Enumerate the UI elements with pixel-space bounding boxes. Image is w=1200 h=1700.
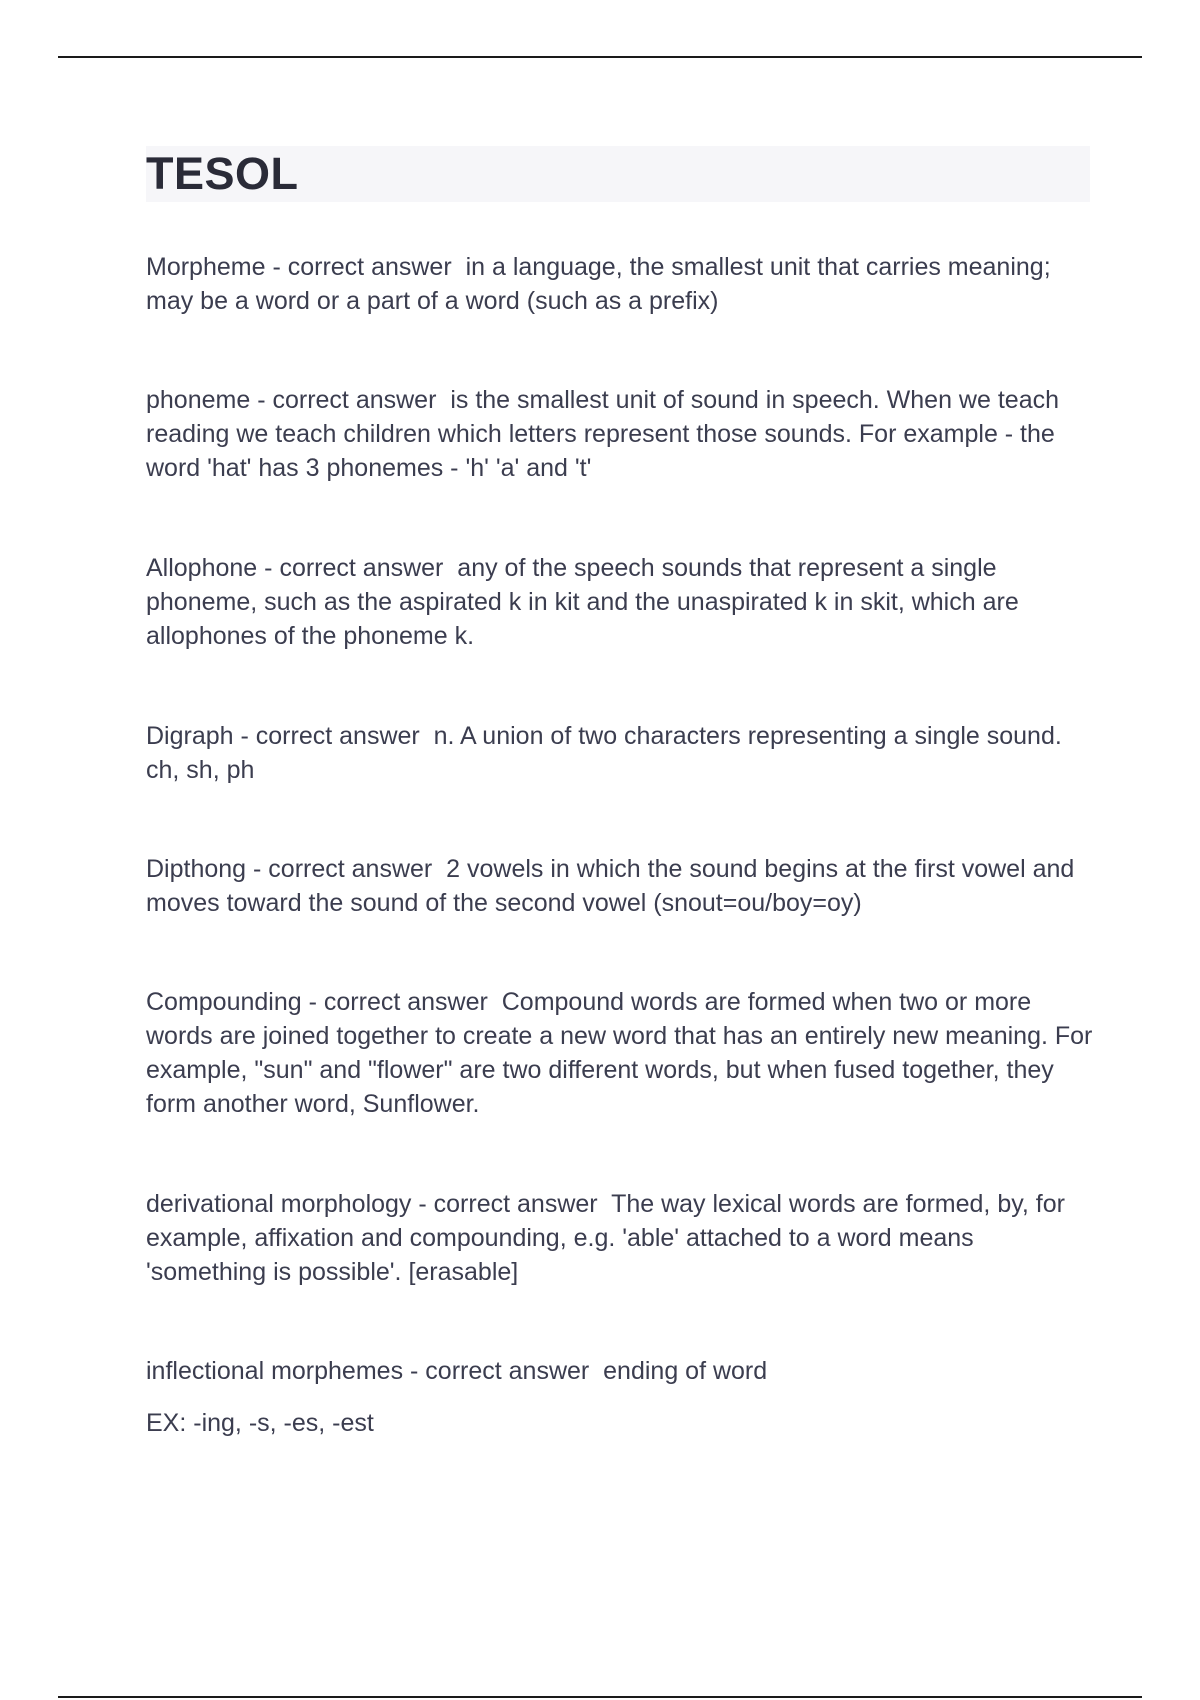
entry-term: Morpheme: [146, 253, 266, 281]
entry-term: Allophone: [146, 554, 258, 582]
entry-dipthong: Dipthong - correct answer 2 vowels in which the sound begins at the first vowel and moves toward the sound of the second vowel (snout=ou/boy=oy): [146, 855, 1075, 917]
entry-phoneme: phoneme - correct answer is the smallest unit of sound in speech. When we teach reading we teach children which letters represent those sounds. For example - the word 'hat' has 3 phonemes - 'h' 'a' and 't': [146, 386, 1059, 482]
entry-term: Compounding: [146, 988, 302, 1016]
entry-definition: The way lexical words are formed, by, for example, affixation and compounding, e.g. 'able' attached to a word means 'something is possible'. [erasable]: [146, 1190, 1065, 1286]
entry-example-line: EX: -ing, -s, -es, -est: [146, 1409, 374, 1437]
entry-answer-label: correct answer: [268, 855, 433, 883]
entry-answer-label: correct answer: [433, 1190, 598, 1218]
entry-definition: is the smallest unit of sound in speech. When we teach reading we teach children which letters represent those sounds. For example - the word 'hat' has 3 phonemes - 'h' 'a' and 't': [146, 386, 1059, 482]
bottom-rule: [58, 1696, 1142, 1698]
page-title: TESOL: [146, 148, 299, 199]
entry-term: inflectional morphemes: [146, 1357, 404, 1385]
entry-definition: any of the speech sounds that represent a single phoneme, such as the aspirated k in kit and the unaspirated k in skit, which are allophones of the phoneme k.: [146, 554, 1019, 650]
entry-answer-label: correct answer: [323, 988, 488, 1016]
entry-definition: in a language, the smallest unit that carries meaning; may be a word or a part of a word (such as a prefix): [146, 253, 1051, 315]
entry-derivational-morphology: derivational morphology - correct answer The way lexical words are formed, by, for example, affixation and compounding, e.g. 'able' attached to a word means 'something is possible'. [erasable]: [146, 1190, 1065, 1286]
entry-term: Digraph: [146, 722, 234, 750]
entry-term: derivational morphology: [146, 1190, 412, 1218]
entry-morpheme: Morpheme - correct answer in a language, the smallest unit that carries meaning; may be a word or a part of a word (such as a prefix): [146, 253, 1051, 315]
entry-compounding: Compounding - correct answer Compound words are formed when two or more words are joined together to create a new word that has an entirely new meaning. For example, "sun" and "flower" are two different words, but when fused together, they form another word, Sunflower.: [146, 988, 1093, 1118]
entry-answer-label: correct answer: [287, 253, 452, 281]
entry-allophone: Allophone - correct answer any of the speech sounds that represent a single phoneme, such as the aspirated k in kit and the unaspirated k in skit, which are allophones of the phoneme k.: [146, 554, 1019, 650]
entry-term: Dipthong: [146, 855, 247, 883]
entry-answer-label: correct answer: [272, 386, 437, 414]
entry-definition: n. A union of two characters representing a single sound. ch, sh, ph: [146, 722, 1062, 784]
entry-answer-label: correct answer: [425, 1357, 590, 1385]
entry-definition: Compound words are formed when two or more words are joined together to create a new word that has an entirely new meaning. For example, "sun" and "flower" are two different words, but when fused together, they form another word, Sunflower.: [146, 988, 1093, 1118]
entry-term: phoneme: [146, 386, 251, 414]
entry-definition: 2 vowels in which the sound begins at the first vowel and moves toward the sound of the second vowel (snout=ou/boy=oy): [146, 855, 1075, 917]
entry-answer-label: correct answer: [279, 554, 444, 582]
entry-digraph: Digraph - correct answer n. A union of two characters representing a single sound. ch, sh, ph: [146, 722, 1062, 784]
top-rule: [58, 56, 1142, 58]
entry-inflectional-morphemes: inflectional morphemes - correct answer ending of word: [146, 1357, 768, 1385]
entry-definition: ending of word: [603, 1357, 768, 1385]
entry-answer-label: correct answer: [255, 722, 420, 750]
